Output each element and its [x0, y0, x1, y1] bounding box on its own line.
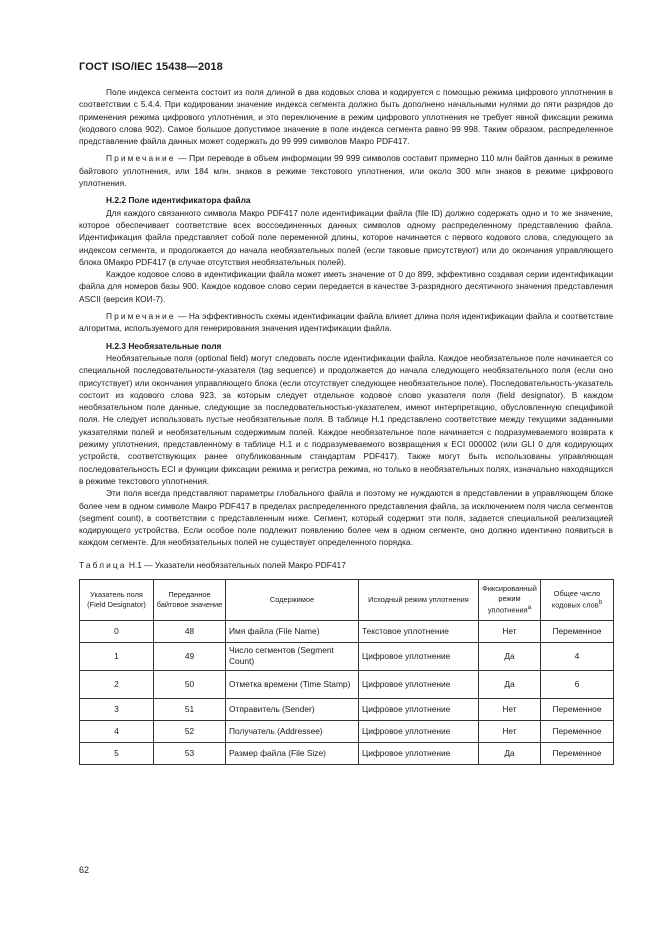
cell-designator: 3 — [80, 698, 154, 720]
document-body — [79, 86, 613, 765]
cell-fixed: Нет — [479, 620, 541, 642]
cell-content: Отправитель (Sender) — [226, 698, 359, 720]
header-content: Содержимое — [226, 579, 359, 620]
cell-byte: 50 — [154, 670, 226, 698]
cell-total: Переменное — [541, 620, 614, 642]
note-1-text: — При переводе в объем информации 99 999 символов составит примерно 110 млн байтов данных в режиме байтового уплотнения, или 184 млн. знаков в режиме текстового уплотнения, или около 300 млн знаков в режиме цифрового уплотнения. — [79, 153, 613, 189]
note-1-label: Примечание — [106, 153, 176, 164]
header-byte-value: Переданное байтовое значение — [154, 579, 226, 620]
page-number: 62 — [79, 865, 90, 875]
cell-fixed: Нет — [479, 698, 541, 720]
cell-designator: 2 — [80, 670, 154, 698]
cell-designator: 1 — [80, 642, 154, 670]
cell-designator: 0 — [80, 620, 154, 642]
cell-content: Размер файла (File Size) — [226, 742, 359, 764]
table-caption — [79, 559, 613, 571]
note-1 — [79, 152, 613, 189]
page-header-title: ГОСТ ISO/IEC 15438—2018 — [79, 61, 223, 73]
cell-total: 4 — [541, 642, 614, 670]
note-2-label: Примечание — [106, 311, 176, 322]
table-row — [80, 742, 614, 764]
table-caption-label: Таблица — [79, 559, 127, 570]
cell-byte: 51 — [154, 698, 226, 720]
cell-fixed: Да — [479, 642, 541, 670]
table-caption-text: Н.1 — Указатели необязательных полей Макро PDF417 — [126, 559, 346, 570]
cell-fixed: Нет — [479, 720, 541, 742]
cell-designator: 4 — [80, 720, 154, 742]
cell-mode: Цифровое уплотнение — [359, 698, 479, 720]
table-row — [80, 698, 614, 720]
paragraph-optional-fields: Необязательные поля (optional field) могут следовать после идентификации файла. Каждое необязательное поле начинается со специальной последовательности-указателя (tag sequence) и продолжается до начала следующего необязательного поля (если оно присутствует) или окончания управляющего блока (если отсутствует следующее необязательное поле). Последовательность-указатель состоит из кодового слова 923, за которым следует отдельное кодовое слово указателя поля (field designator). В каждом необязательном поле данные, следующие за последовательностью-указателем, имеют интерпретацию, обусловленную спецификой поля. Не следует использовать пустые необязательные поля. В таблице Н.1 представлено соответствие между текущими заданными указателями полей и необязательным содержимым полей. Каждое необязательное поле начинается с подразумеваемого возврата к режиму уплотнения, представленному в таблице Н.1 и с подразумеваемого возвращения к ECI 000002 (или GLI 0 для кодирующих устройств, соответствующих ранее опубликованным стандартам PDF417). Также могут быть использованы управляющая последовательность ECI и функции фиксации режима и регистра режима, но только в необязательных полях, изначально находящихся в режиме текстового уплотнения. — [79, 352, 613, 486]
cell-total: 6 — [541, 670, 614, 698]
optional-fields-table — [79, 579, 614, 765]
cell-total: Переменное — [541, 720, 614, 742]
header-fixed-mode-footnote: a — [527, 604, 532, 612]
cell-mode: Текстовое уплотнение — [359, 620, 479, 642]
cell-designator: 5 — [80, 742, 154, 764]
cell-mode: Цифровое уплотнение — [359, 670, 479, 698]
table-row — [80, 642, 614, 670]
table-row — [80, 670, 614, 698]
cell-mode: Цифровое уплотнение — [359, 742, 479, 764]
note-2 — [79, 310, 613, 335]
note-2-text: — На эффективность схемы идентификации файла влияет длина поля идентификации файла и соответствие алгоритма, используемого для генерирования значения идентификации файла. — [79, 311, 613, 334]
cell-content: Имя файла (File Name) — [226, 620, 359, 642]
cell-fixed: Да — [479, 670, 541, 698]
cell-byte: 49 — [154, 642, 226, 670]
header-designator: Указатель поля (Field Designator) — [80, 579, 154, 620]
cell-byte: 53 — [154, 742, 226, 764]
table-row — [80, 620, 614, 642]
section-heading-h22: Н.2.2 Поле идентификатора файла — [106, 195, 251, 206]
paragraph-file-id: Для каждого связанного символа Макро PDF417 поле идентификации файла (file ID) должно содержать одно и то же значение, которое обеспечивает соответствие всех воссоединенных данных символов одному распределенному представлению файла. Идентификация файла представляет собой поле переменной длины, которое начинается с первого кодового слова, следующего за индексом сегмента, и продолжается до начала необязательных полей (если таковые присутствуют) или до окончания управляющего блока 0Макро PDF417 (в случае отсутствия необязательных полей). — [79, 207, 613, 267]
header-fixed-mode-text: Фиксированный режим уплотнения — [482, 584, 537, 615]
cell-total: Переменное — [541, 742, 614, 764]
header-initial-mode: Исходный режим уплотнения — [359, 579, 479, 620]
cell-content: Число сегментов (Segment Count) — [226, 642, 359, 670]
cell-content: Отметка времени (Time Stamp) — [226, 670, 359, 698]
header-total-codewords-footnote: b — [598, 599, 603, 607]
cell-byte: 52 — [154, 720, 226, 742]
header-fixed-mode — [479, 579, 541, 620]
cell-byte: 48 — [154, 620, 226, 642]
cell-mode: Цифровое уплотнение — [359, 642, 479, 670]
table-header-row — [80, 579, 614, 620]
header-total-codewords-text: Общее число кодовых слов — [551, 588, 601, 610]
table-row — [80, 720, 614, 742]
cell-fixed: Да — [479, 742, 541, 764]
cell-mode: Цифровое уплотнение — [359, 720, 479, 742]
paragraph-codeword: Каждое кодовое слово в идентификации файла может иметь значение от 0 до 899, эффективно создавая серии идентификации файла для номеров базы 900. Каждое кодовое слово серии передается в качестве 3-разрядного десятичного значения представления ASCII (версия КОИ-7). — [79, 269, 613, 304]
paragraph-global-params: Эти поля всегда представляют параметры глобального файла и поэтому не нуждаются в представлении в управляющем блоке более чем в одном символе Макро PDF417 в пределах распределенного представления файла, за исключением поля числа сегментов (segment count), в соответствии с представленным ниже. Сегмент, который содержит эти поля, задается специальной реализацией кодирующего устройства. Если особое поле подлежит появлению более чем в одном сегменте, оно должно идентично появиться в каждом сегменте. Для необязательных полей не существует определенного порядка. — [79, 488, 613, 548]
cell-total: Переменное — [541, 698, 614, 720]
paragraph-segment-index: Поле индекса сегмента состоит из поля длиной в два кодовых слова и кодируется с помощью режима цифрового уплотнения в соответствии с 5.4.4. При кодировании значение индекса сегмента должно быть дополнено начальными нулями до пяти разрядов до применения режима цифрового уплотнения, и это переключение в режим цифрового уплотнения не требует явной фиксации режима (кодового слова 902). Самое большое допустимое значение в поле индекса сегмента равно 99 998. Таким образом, распределенное представление файла данных может содержать до 99 999 символов Макро PDF417. — [79, 87, 613, 147]
section-heading-h23: Н.2.3 Необязательные поля — [106, 340, 222, 351]
cell-content: Получатель (Addressee) — [226, 720, 359, 742]
header-total-codewords — [541, 579, 614, 620]
